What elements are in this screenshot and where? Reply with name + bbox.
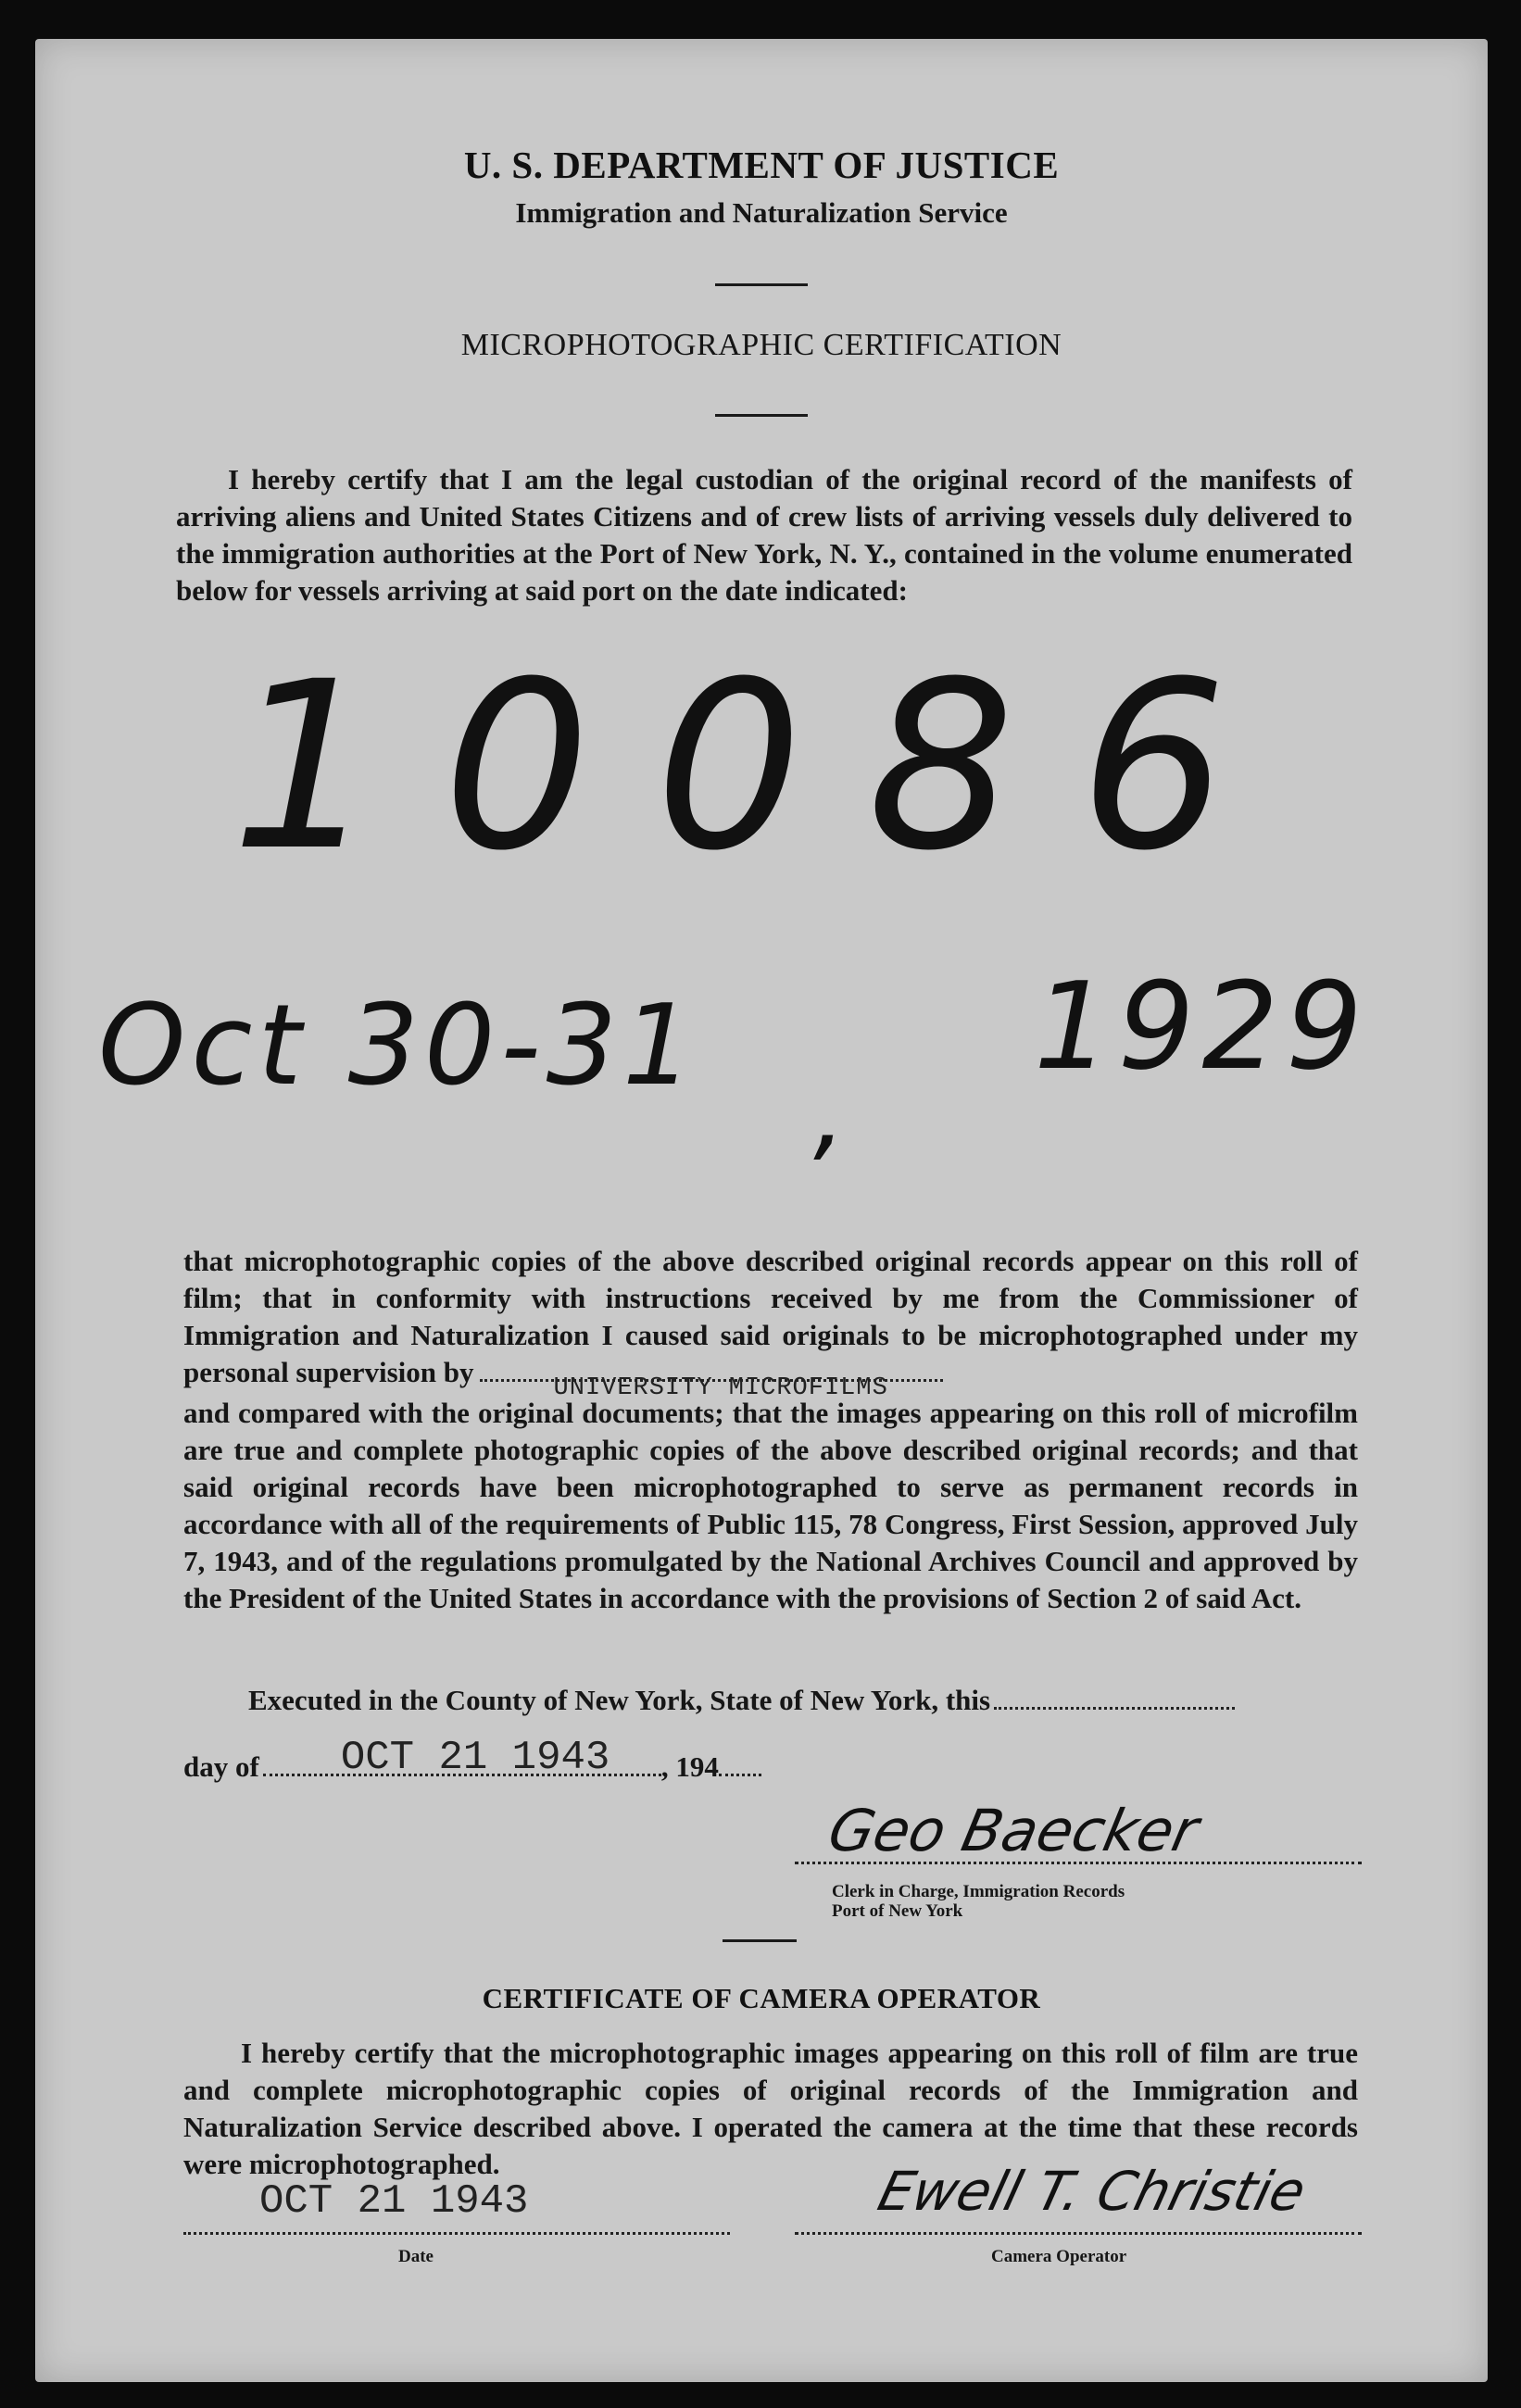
body-paragraph-2: and compared with the original documents; that the images appearing on this roll of microfilm are true and complete photographic copies of the above described original records; and that said original records have been microphotographed to serve as permanent records in accordance with all of the requirements of Public 115, 78 Congress, First Session, approved July 7, 1943, and of the regulations promulgated by the National Archives Council and approved by the President of the United States in accordance with the provisions of Section 2 of said Act. — [183, 1397, 1358, 1614]
date-line — [183, 2232, 730, 2235]
executed-line: Executed in the County of New York, State of New York, this — [248, 1684, 1235, 1717]
camera-date-stamp: OCT 21 1943 — [259, 2178, 529, 2225]
operator-label: Camera Operator — [991, 2247, 1127, 2266]
clerk-signature-line — [795, 1862, 1362, 1864]
volume-number-handwritten: 10086 — [231, 632, 1292, 901]
body-paragraph-1: that microphotographic copies of the above described original records appear on this roll of film; that in conformity with instructions received by me from the Commissioner of Immigration and Naturalization I caused said originals to be microphotographed under my personal supervision by UNIVERSITY MICROFILMS — [183, 1243, 1358, 1391]
year-handwritten: 1929 — [1034, 956, 1370, 1097]
camera-certificate-paragraph: I hereby certify that the microphotographic images appearing on this roll of film are true and complete microphotographic copies of original records of the Immigration and Naturalization Service described above. I operated the camera at the time that these records were microphotographed. — [183, 2037, 1358, 2180]
executed-day-blank — [994, 1707, 1235, 1710]
service-subheading: Immigration and Naturalization Service — [515, 196, 1008, 229]
stamped-date: OCT 21 1943 — [340, 1735, 610, 1781]
camera-certificate-title: CERTIFICATE OF CAMERA OPERATOR — [482, 1982, 1041, 2014]
department-heading: U. S. DEPARTMENT OF JUSTICE — [463, 144, 1060, 186]
divider — [723, 1939, 797, 1942]
certificate-page — [35, 39, 1488, 2382]
clerk-location: Port of New York — [832, 1901, 963, 1921]
divider — [715, 283, 808, 286]
operator-signature: Ewell T. Christie — [872, 2160, 1313, 2223]
date-label: Date — [398, 2247, 434, 2266]
operator-signature-line — [795, 2232, 1362, 2235]
supervisor-stamp: UNIVERSITY MICROFILMS — [553, 1374, 888, 1402]
clerk-signature: Geo Baecker — [823, 1797, 1204, 1864]
clerk-title: Clerk in Charge, Immigration Records — [832, 1882, 1125, 1901]
divider — [715, 414, 808, 417]
date-range-handwritten: Oct 30-31 — [98, 982, 699, 1110]
intro-paragraph: I hereby certify that I am the legal custodian of the original record of the manifests of arriving aliens and United States Citizens and of crew lists of arriving vessels duly delivered to the immigration authorities at the Port of New York, N. Y., contained in the volume enumerated below for vessels arriving at said port on the date indicated: — [176, 463, 1352, 607]
comma-handwritten: , — [813, 1053, 846, 1172]
day-of-line: day of OCT 21 1943 , 194 — [183, 1750, 761, 1784]
certification-title: MICROPHOTOGRAPHIC CERTIFICATION — [460, 328, 1062, 362]
